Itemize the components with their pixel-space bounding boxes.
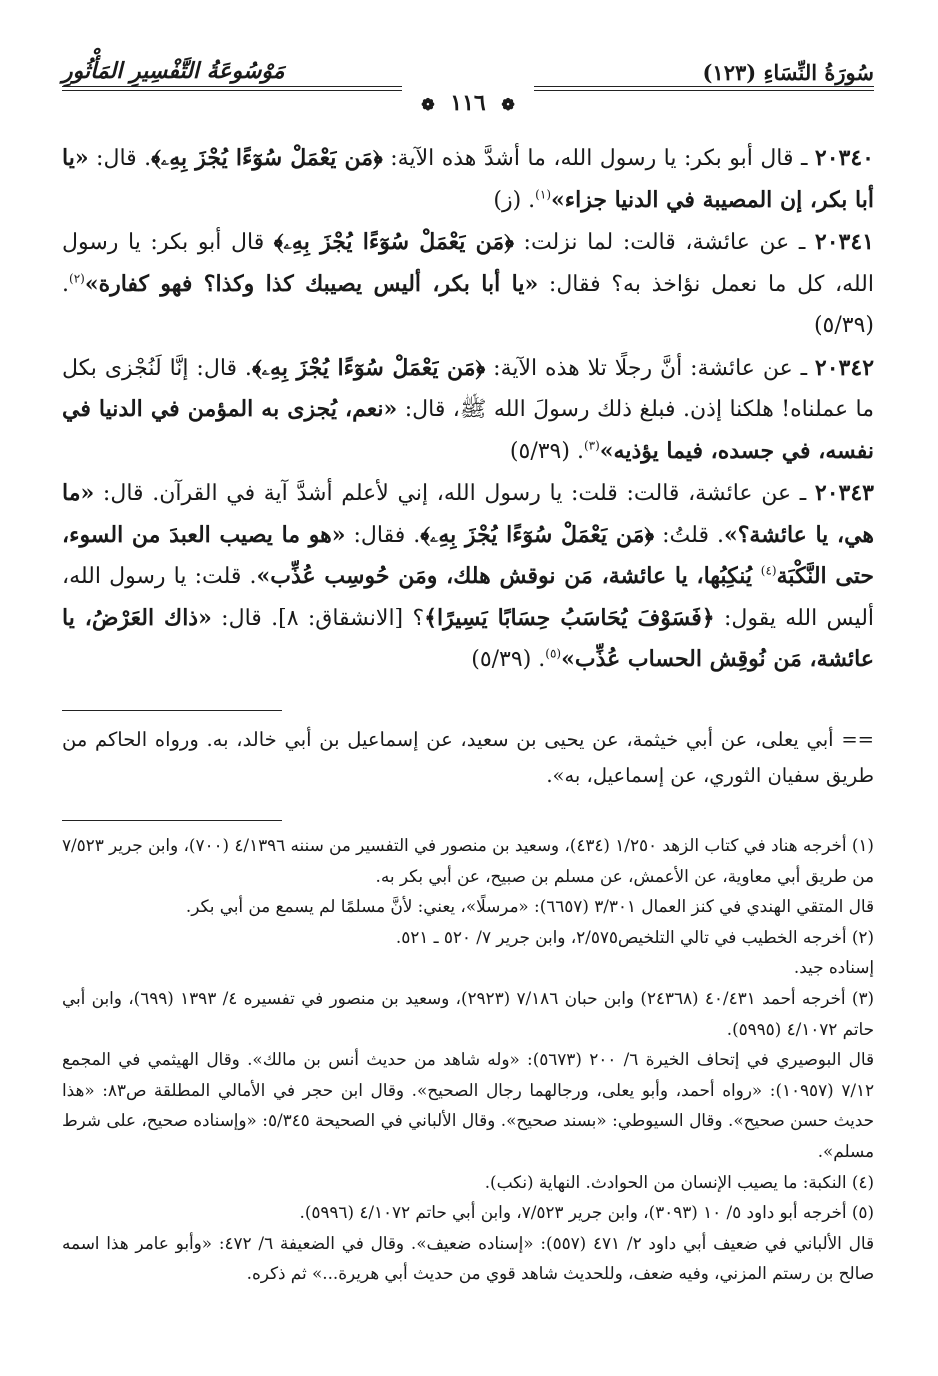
page-number xyxy=(62,90,874,116)
entry-number: ٢٠٣٤٢ xyxy=(814,354,875,381)
entry-20342 xyxy=(62,348,874,473)
footnote-ref[interactable]: (٢) xyxy=(69,271,85,286)
footnote-1-comment: قال المتقي الهندي في كنز العمال ٣/٣٠١ (٦٦٥٧): «مرسلًا»، يعني: لأنَّ مسلمًا لم يسمع من أبي بكر. xyxy=(185,896,874,917)
hadith-text: «ما هي، يا عائشة؟» xyxy=(62,480,875,548)
entry-text: . قلت: يا رسول الله، أليس الله يقول: xyxy=(62,564,875,631)
hadith-text: «هو ما يصيب العبدَ من السوء، حتى النَّكْبَة xyxy=(62,521,874,589)
footnote-ref[interactable]: (٤) xyxy=(760,563,777,578)
quran-verse: ﴿مَن يَعْمَلْ سُوٓءًا يُجْزَ بِهِۦ﴾ xyxy=(251,354,486,381)
entry-source: . (ز) xyxy=(493,187,536,213)
footnote-ref[interactable]: (١) xyxy=(535,187,551,202)
footnote-2: (٢) أخرجه الخطيب في تالي التلخيص٢/٥٧٥، وابن جرير ٧/ ٥٢٠ ـ ٥٢١. xyxy=(395,926,874,947)
quran-verse: ﴿مَن يَعْمَلْ سُوٓءًا يُجْزَ بِهِۦ﴾ xyxy=(420,521,655,548)
footnote-2-comment: إسناده جيد. xyxy=(793,957,874,978)
footnote-ref[interactable]: (٣) xyxy=(583,438,600,453)
footnote-5: (٥) أخرجه أبو داود ٥/ ١٠ (٣٠٩٣)، وابن جرير ٧/٥٢٣، وابن أبي حاتم ٤/١٠٧٢ (٥٩٩٦). xyxy=(299,1202,874,1223)
entry-text: . قلتُ: xyxy=(654,522,724,548)
footnotes xyxy=(62,830,874,1289)
hadith-text: «ذاك العَرْضُ، يا عائشة، مَن نُوقِش الحساب عُذِّب» xyxy=(62,604,874,672)
entry-number: ٢٠٣٤٣ xyxy=(814,480,874,506)
hadith-text: «يا أبا بكر، أليس يصيبك كذا وكذا؟ فهو كفارة» xyxy=(84,270,539,297)
entry-20341 xyxy=(62,222,874,347)
entry-number: ٢٠٣٤٠ xyxy=(814,145,874,171)
footnote-1: (١) أخرجه هناد في كتاب الزهد ١/٢٥٠ (٤٣٤)، وسعيد بن منصور في التفسير من سننه ٤/١٣٩٦ (٧٠٠)، وابن جرير ٧/٥٢٣ من طريق أبي معاوية، عن الأعمش، عن مسلم بن صبيح، عن أبي بكر به. xyxy=(62,835,874,886)
footnote-ref[interactable]: (٥) xyxy=(545,646,562,661)
surah-title: سُورَةُ النِّسَاءِ (١٢٣) xyxy=(702,60,874,85)
entry-text: . قال: xyxy=(88,146,152,171)
hadith-text: «يا أبا بكر، إن المصيبة في الدنيا جزاء» xyxy=(62,145,874,213)
entry-text: . قال: إنَّا لَنُجْزى بكل ما عملناه! هلكنا إذن. فبلغ ذلك رسولَ الله ﷺ، قال: xyxy=(62,355,874,422)
quran-verse: ﴿مَن يَعْمَلْ سُوٓءًا يُجْزَ بِهِۦ﴾ xyxy=(273,229,514,255)
entry-source: . (٥/٣٩) xyxy=(509,438,584,464)
footnote-4: (٤) النكبة: ما يصيب الإنسان من الحوادث. النهاية (نكب). xyxy=(484,1171,874,1192)
entry-20343 xyxy=(62,473,874,681)
ornament-icon: ❁ xyxy=(421,95,435,114)
footnote-5-comment: قال الألباني في ضعيف أبي داود ٢/ ٤٧١ (٥٥٧): «إسناده ضعيف». وقال في الضعيفة ٦/ ٤٧٢: «وأبو عامر هذا اسمه صالح بن رستم المزني، وفيه ضعف، وللحديث شاهد قوي من حديث أبي هريرة...» ثم ذكره. xyxy=(62,1232,874,1284)
quran-verse: ﴿فَسَوْفَ يُحَاسَبُ حِسَابًا يَسِيرًا﴾ xyxy=(424,604,715,631)
entry-number: ٢٠٣٤١ xyxy=(814,229,874,255)
footnote-separator xyxy=(62,820,282,821)
running-header xyxy=(62,54,874,116)
footnote-separator xyxy=(62,710,282,711)
entry-text: ـ عن عائشة: أنَّ رجلًا تلا هذه الآية: xyxy=(485,355,815,381)
footnote-3: (٣) أخرجه أحمد ٤٠/٤٣١ (٢٤٣٦٨) وابن حبان ٧/١٨٦ (٢٩٢٣)، وسعيد بن منصور في تفسيره ٤/ ١٣٩٣ (٦٩٩)، وابن أبي حاتم ٤/١٠٧٢ (٥٩٩٥). xyxy=(62,987,875,1039)
entry-20340 xyxy=(62,138,874,221)
entry-text: ـ عن عائشة، قالت: قلت: يا رسول الله، إني لأعلم أشدَّ آية في القرآن. قال: xyxy=(94,481,815,506)
entry-text: ـ عن عائشة، قالت: لما نزلت: xyxy=(513,230,815,255)
entry-text: . فقال: xyxy=(345,522,421,548)
entry-source: . (٥/٣٩) xyxy=(62,271,874,338)
entry-text: ؟ [الانشقاق: ٨]. قال: xyxy=(211,605,425,631)
ornament-icon: ❁ xyxy=(501,95,515,114)
footnote-3-comment: قال البوصيري في إتحاف الخيرة ٦/ ٢٠٠ (٥٦٧٣): «وله شاهد من حديث أنس بن مالك». وقال الهيثمي في المجمع ٧/١٢ (١٠٩٥٧): «رواه أحمد، وأبو يعلى، ورجالهما رجال الصحيح». وقال ابن حجر في الأمالي المطلقة ص٨٣: «هذا حديث حسن صحيح». وقال السيوطي: «بسند صحيح». وقال الألباني في الصحيحة ٥/٣٤٥: «وإسناده صحيح، على شرط مسلم». xyxy=(62,1049,875,1161)
main-text xyxy=(62,138,874,681)
hadith-text: يُنكِبُها، يا عائشة، مَن نوقش هلك، ومَن حُوسِب عُذِّب» xyxy=(256,563,761,589)
entry-text: قال أبو بكر: يا رسول الله، كل ما نعمل نؤاخذ به؟ فقال: xyxy=(62,230,874,297)
hadith-text: «نعم، يُجزى به المؤمن في الدنيا في نفسه، في جسده، فيما يؤذيه» xyxy=(62,396,874,464)
entry-text: ـ قال أبو بكر: يا رسول الله، ما أشدَّ هذه الآية: xyxy=(382,146,815,171)
encyclopedia-title: مَوْسُوعَةُ التَّفْسِيرِ المَأْثُورِ xyxy=(62,58,285,84)
quran-verse: ﴿مَن يَعْمَلْ سُوٓءًا يُجْزَ بِهِۦ﴾ xyxy=(151,145,383,171)
entry-source: . (٥/٣٩) xyxy=(471,647,546,672)
page-number-value: ١١٦ xyxy=(450,90,486,116)
continued-footnote: == أبي يعلى، عن أبي خيثمة، عن يحيى بن سعيد، عن إسماعيل بن أبي خالد، به. ورواه الحاكم من طريق سفيان الثوري، عن إسماعيل، به». xyxy=(62,728,874,787)
